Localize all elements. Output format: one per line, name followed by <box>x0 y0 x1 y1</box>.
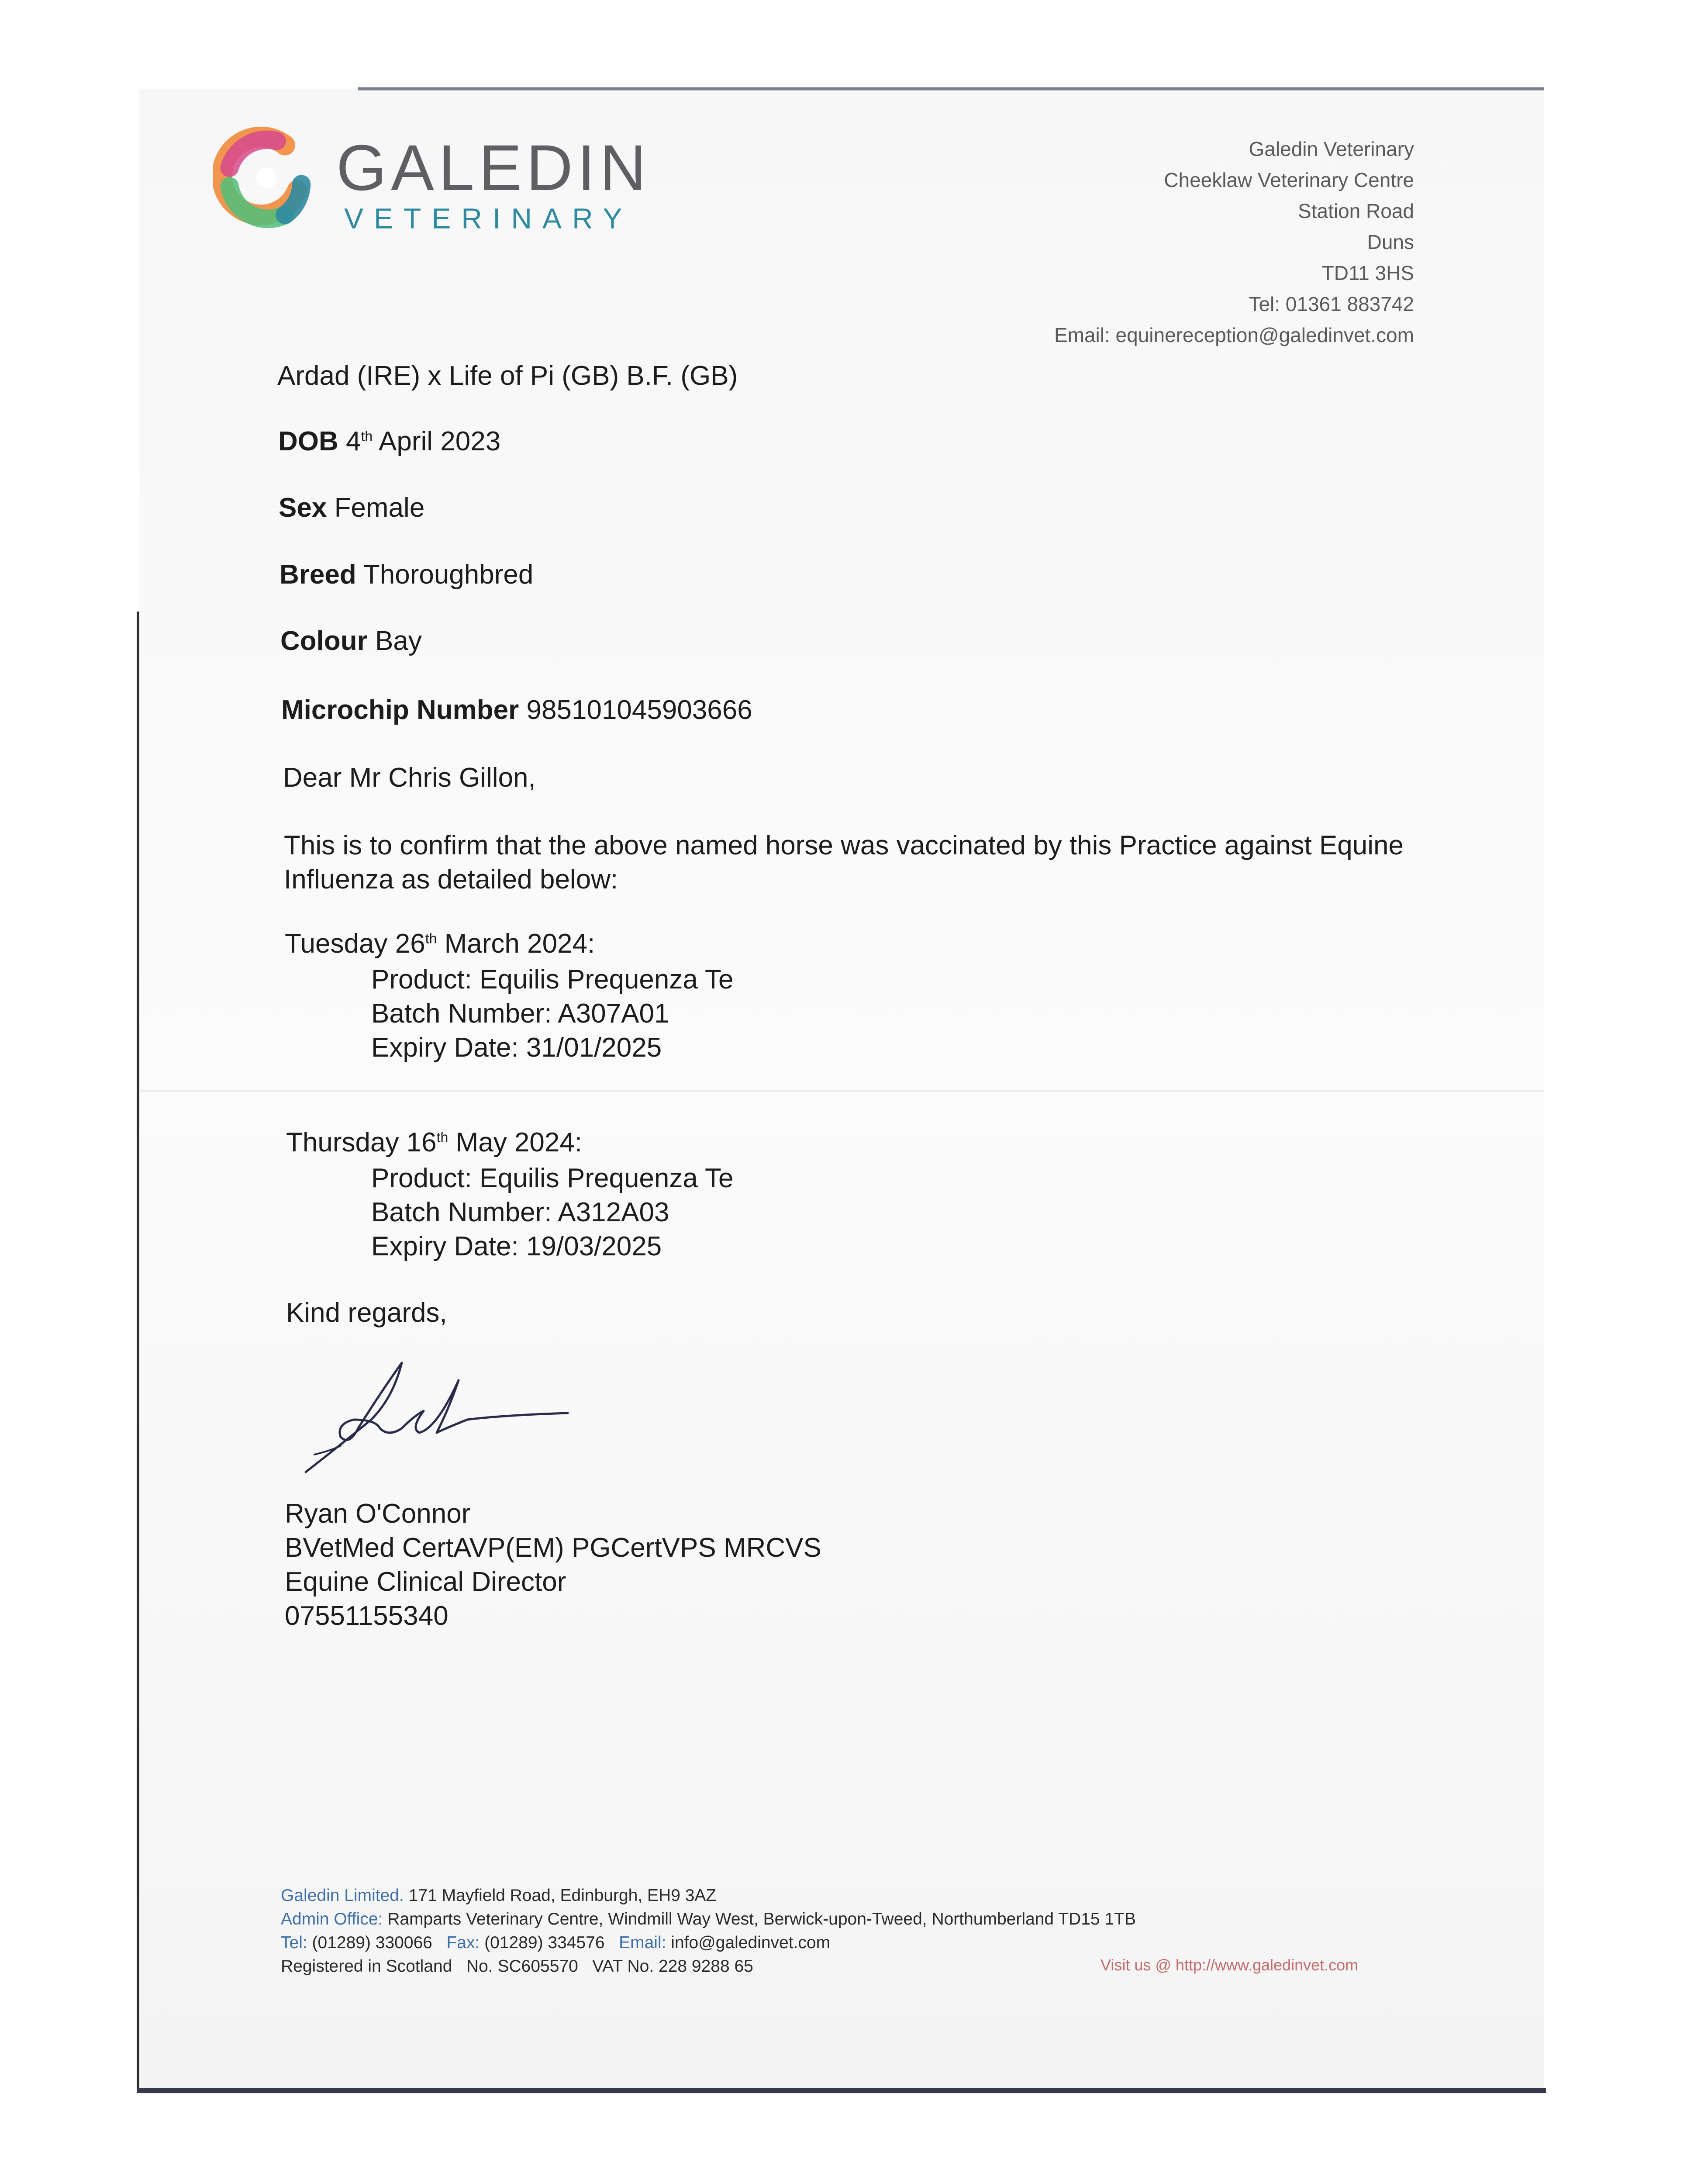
vaccination-date-rest: May 2024: <box>455 1127 583 1158</box>
signature-image <box>293 1354 572 1485</box>
paper-left-edge <box>137 612 139 2092</box>
body-text-line-1: This is to confirm that the above named horse was vaccinated by this Practice against Equine <box>284 830 1404 860</box>
closing: Kind regards, <box>286 1298 447 1328</box>
breed-row <box>279 559 533 590</box>
address-line: Duns <box>1367 231 1414 253</box>
footer-tel: (01289) 330066 <box>312 1933 432 1952</box>
paper-fold-line <box>139 1090 1544 1092</box>
vaccination-expiry: Expiry Date: 19/03/2025 <box>371 1231 662 1261</box>
body-text-line-2: Influenza as detailed below: <box>284 864 618 895</box>
horse-title: Ardad (IRE) x Life of Pi (GB) B.F. (GB) <box>277 361 738 391</box>
footer-email[interactable]: info@galedinvet.com <box>671 1933 831 1952</box>
vaccination-date <box>285 928 595 959</box>
footer-fax: (01289) 334576 <box>484 1933 605 1952</box>
practice-address <box>1054 134 1414 351</box>
breed-value: Thoroughbred <box>363 560 534 590</box>
salutation: Dear Mr Chris Gillon, <box>283 763 536 793</box>
sex-row <box>279 492 424 523</box>
footer-company-label: Galedin Limited. <box>281 1886 404 1905</box>
colour-row <box>280 625 422 657</box>
address-line: TD11 3HS <box>1321 262 1414 284</box>
footer-vat: VAT No. 228 9288 65 <box>592 1957 753 1976</box>
vaccination-batch: Batch Number: A307A01 <box>371 999 669 1029</box>
microchip-value: 985101045903666 <box>526 695 752 725</box>
vaccination-suffix: th <box>436 1129 448 1145</box>
paper-top-edge <box>358 87 1544 90</box>
footer-tel-label: Tel: <box>281 1933 307 1952</box>
vaccination-day: Thursday 16 <box>286 1127 437 1158</box>
footer-registered: Registered in Scotland <box>281 1957 452 1976</box>
galedin-logo-icon <box>213 127 316 229</box>
footer-company-no: No. SC605570 <box>466 1957 578 1976</box>
footer-company-address: 171 Mayfield Road, Edinburgh, EH9 3AZ <box>408 1886 717 1905</box>
paper-bottom-edge <box>137 2088 1546 2093</box>
sex-value: Female <box>334 493 425 523</box>
dob-row <box>278 426 500 457</box>
signatory-qualifications: BVetMed CertAVP(EM) PGCertVPS MRCVS <box>285 1533 821 1563</box>
vaccination-suffix: th <box>425 930 437 947</box>
breed-label: Breed <box>279 560 356 590</box>
footer-contact <box>281 1933 830 1952</box>
brand-subtitle: VETERINARY <box>344 202 633 235</box>
footer-fax-label: Fax: <box>446 1933 480 1952</box>
footer-website-link[interactable]: Visit us @ http://www.galedinvet.com <box>1101 1956 1359 1974</box>
footer-registration <box>281 1957 753 1976</box>
footer-admin-label: Admin Office: <box>281 1910 383 1928</box>
vaccination-product: Product: Equilis Prequenza Te <box>371 1163 734 1193</box>
sex-label: Sex <box>279 493 327 523</box>
colour-value: Bay <box>375 626 422 656</box>
dob-rest: April 2023 <box>379 426 501 456</box>
microchip-label: Microchip Number <box>281 695 519 725</box>
vaccination-date <box>286 1127 582 1158</box>
vaccination-batch: Batch Number: A312A03 <box>371 1197 669 1227</box>
microchip-row <box>281 695 752 726</box>
address-line: Tel: 01361 883742 <box>1249 293 1414 315</box>
brand-name: GALEDIN <box>336 132 651 204</box>
address-line: Galedin Veterinary <box>1249 138 1414 160</box>
dob-day: 4 <box>346 426 361 456</box>
footer-company <box>281 1886 716 1905</box>
signatory-role: Equine Clinical Director <box>285 1567 566 1597</box>
footer-admin-address: Ramparts Veterinary Centre, Windmill Way West, Berwick-upon-Tweed, Northumberland TD15 1TB <box>387 1910 1136 1928</box>
vaccination-product: Product: Equilis Prequenza Te <box>371 964 734 995</box>
footer-admin <box>281 1910 1136 1929</box>
vaccination-expiry: Expiry Date: 31/01/2025 <box>371 1033 662 1063</box>
colour-label: Colour <box>280 626 368 656</box>
dob-suffix: th <box>361 428 373 444</box>
footer-email-label: Email: <box>619 1933 666 1952</box>
vaccination-day: Tuesday 26 <box>285 929 425 959</box>
address-line: Station Road <box>1298 200 1414 222</box>
signatory-phone: 07551155340 <box>285 1601 448 1631</box>
address-line: Cheeklaw Veterinary Centre <box>1164 169 1414 191</box>
vaccination-date-rest: March 2024: <box>444 929 595 959</box>
signatory-name: Ryan O'Connor <box>285 1499 471 1529</box>
dob-label: DOB <box>278 426 338 456</box>
address-line: Email: equinereception@galedinvet.com <box>1054 324 1414 346</box>
